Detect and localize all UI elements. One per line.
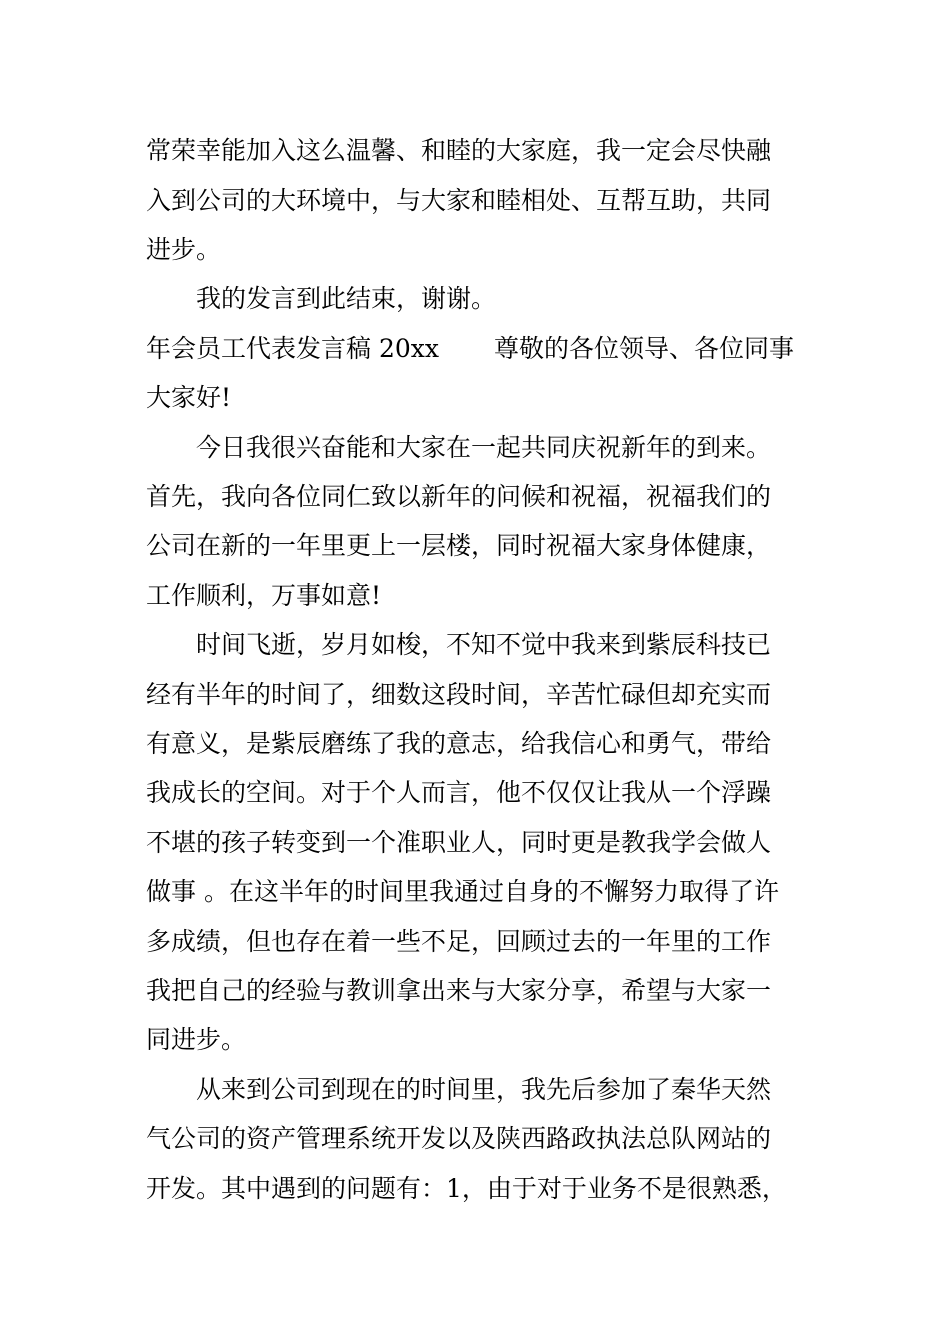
text-line: 我成长的空间。对于个人而言，他不仅仅让我从一个浮躁 (146, 778, 772, 807)
document-title: 年会员工代表发言稿 20xx (146, 334, 439, 363)
title-line (0, 324, 950, 374)
paragraph-first-line: 今日我很兴奋能和大家在一起共同庆祝新年的到来。 (196, 433, 772, 462)
text-line: 气公司的资产管理系统开发以及陕西路政执法总队网站的 (146, 1124, 772, 1153)
text-line: 同进步。 (146, 1025, 247, 1054)
text-line: 多成绩，但也存在着一些不足，回顾过去的一年里的工作 (146, 927, 772, 956)
text-line: 我把自己的经验与教训拿出来与大家分享，希望与大家一 (146, 976, 772, 1005)
text-line: 常荣幸能加入这么温馨、和睦的大家庭，我一定会尽快融 (146, 136, 772, 165)
text-line: 入到公司的大环境中，与大家和睦相处、互帮互助，共同 (146, 186, 772, 215)
text-line: 经有半年的时间了，细数这段时间，辛苦忙碌但却充实而 (146, 680, 772, 709)
paragraph-first-line: 从来到公司到现在的时间里，我先后参加了秦华天然 (196, 1075, 772, 1104)
paragraph-first-line: 时间飞逝，岁月如梭，不知不觉中我来到紫辰科技已 (196, 630, 772, 659)
text-line: 首先，我向各位同仁致以新年的问候和祝福，祝福我们的 (146, 482, 772, 511)
greeting-line: 大家好! (146, 383, 232, 412)
paragraph-first-line: 我的发言到此结束，谢谢。 (196, 284, 497, 313)
text-line: 开发。其中遇到的问题有：1，由于对于业务不是很熟悉， (146, 1174, 787, 1203)
salutation: 尊敬的各位领导、各位同事 (494, 334, 795, 363)
text-line: 不堪的孩子转变到一个准职业人，同时更是教我学会做人 (146, 828, 772, 857)
text-line: 做事 。在这半年的时间里我通过自身的不懈努力取得了许 (146, 877, 779, 906)
text-line: 公司在新的一年里更上一层楼，同时祝福大家身体健康， (146, 531, 772, 560)
text-line: 有意义，是紫辰磨练了我的意志，给我信心和勇气，带给 (146, 729, 772, 758)
text-line: 进步。 (146, 235, 222, 264)
text-line: 工作顺利，万事如意! (146, 581, 382, 610)
